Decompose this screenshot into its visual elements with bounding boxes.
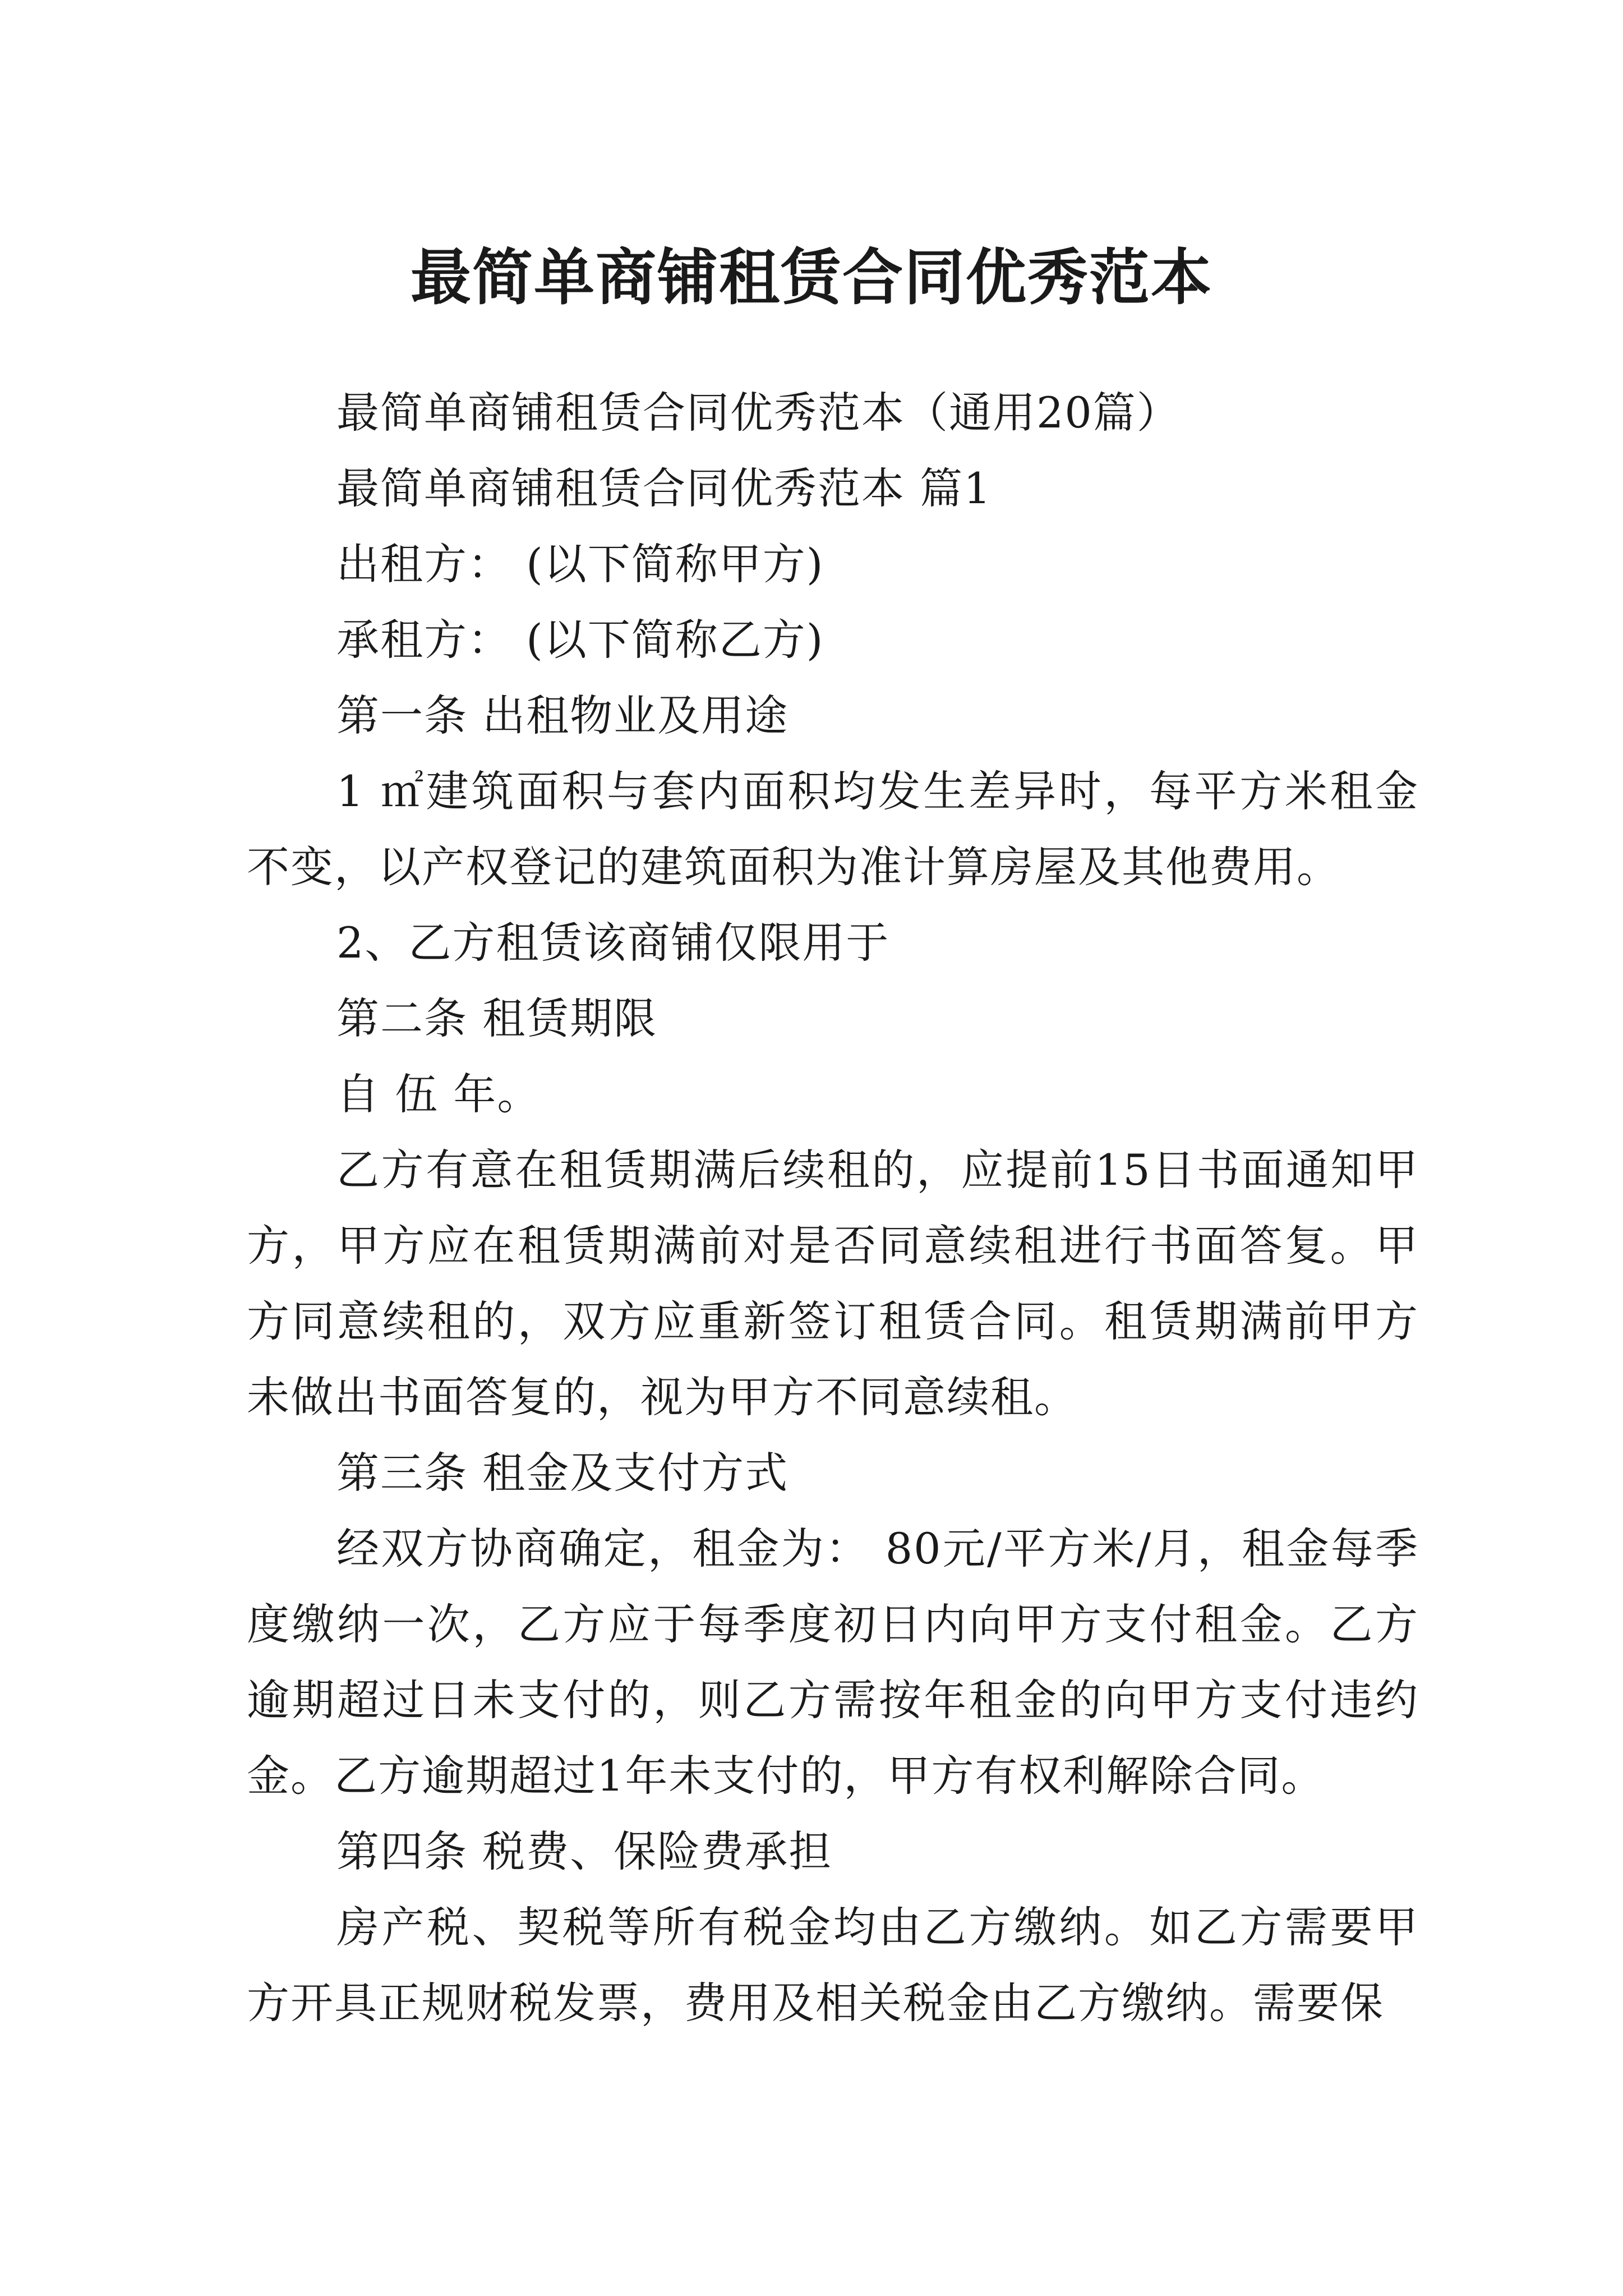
paragraph: 1 ㎡建筑面积与套内面积均发生差异时，每平方米租金不变，以产权登记的建筑面积为准计算房屋及其他费用。 (247, 766, 1419, 892)
paragraph: 经双方协商确定，租金为： 80元/平方米/月，租金每季度缴纳一次，乙方应于每季度初日内向甲方支付租金。乙方逾期超过日未支付的，则乙方需按年租金的向甲方支付违约金。乙方逾期超过1年未支付的，甲方有权利解除合同。 (247, 1524, 1419, 1801)
paragraph: 房产税、契税等所有税金均由乙方缴纳。如乙方需要甲方开具正规财税发票，费用及相关税金由乙方缴纳。需要保 (247, 1902, 1419, 2028)
section-heading: 第四条 税费、保险费承担 (336, 1826, 833, 1876)
paragraph: 乙方有意在租赁期满后续租的，应提前15日书面通知甲方，甲方应在租赁期满前对是否同意续租进行书面答复。甲方同意续租的，双方应重新签订租赁合同。租赁期满前甲方未做出书面答复的，视为甲方不同意续租。 (247, 1145, 1419, 1422)
section-heading: 第二条 租赁期限 (336, 993, 658, 1043)
paragraph: 最简单商铺租赁合同优秀范本（通用20篇） (336, 388, 1181, 438)
document-body (247, 375, 1419, 2041)
paragraph: 2、乙方租赁该商铺仅限用于 (336, 918, 890, 968)
paragraph: 自 伍 年。 (336, 1069, 541, 1119)
paragraph: 承租方： (以下简称乙方) (336, 615, 824, 665)
paragraph: 出租方： (以下简称甲方) (336, 539, 824, 589)
section-heading: 第三条 租金及支付方式 (336, 1448, 789, 1498)
document-title: 最简单商铺租赁合同优秀范本 (410, 242, 1212, 314)
section-heading: 第一条 出租物业及用途 (336, 691, 789, 740)
paragraph: 最简单商铺租赁合同优秀范本 篇1 (336, 463, 992, 513)
